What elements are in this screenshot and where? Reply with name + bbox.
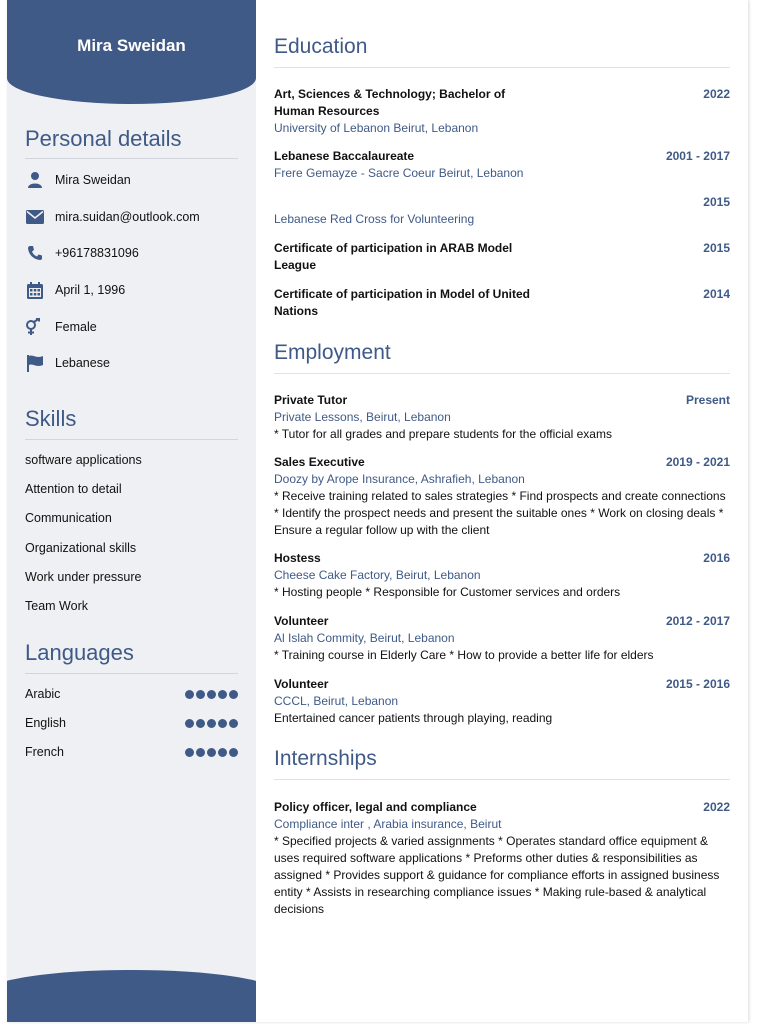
entry-description: * Receive training related to sales strategies * Find prospects and create connections * Identify the prospect needs and present the suitable ones * Work on closing deals * Ensure a regular follow up with the client: [274, 489, 726, 537]
personal-gender-row: [25, 317, 97, 337]
entry-date: 2022: [703, 800, 730, 814]
skill-item: Organizational skills: [25, 541, 137, 555]
candidate-name: Mira Sweidan: [77, 36, 186, 55]
employment-entry: [274, 550, 730, 601]
entry-date: 2022: [703, 87, 730, 101]
entry-date: 2019 - 2021: [665, 455, 730, 469]
entry-institution: University of Lebanon Beirut, Lebanon: [274, 121, 479, 135]
personal-details-heading: Personal details: [25, 126, 182, 151]
personal-phone: +96178831096: [55, 246, 139, 260]
education-entry: [274, 148, 730, 182]
entry-date: 2015 - 2016: [665, 677, 730, 691]
language-level: [185, 719, 238, 728]
divider: [274, 373, 730, 374]
sidebar-footer: [7, 970, 256, 1022]
entry-employer: CCCL, Beirut, Lebanon: [274, 694, 399, 708]
level-dot: [229, 719, 238, 728]
entry-description: * Training course in Elderly Care * How to provide a better life for elders: [274, 648, 654, 662]
skill-item: Work under pressure: [25, 570, 142, 584]
phone-icon: [25, 243, 45, 263]
gender-icon: [25, 317, 45, 337]
skill-item: Communication: [25, 511, 112, 525]
internship-entry: [274, 799, 730, 918]
education-entry: [274, 86, 730, 137]
personal-gender: Female: [55, 320, 97, 334]
entry-description: * Hosting people * Responsible for Customer services and orders: [274, 585, 621, 599]
entry-title: Art, Sciences & Technology; Bachelor of Human Resources: [274, 87, 506, 118]
employment-heading: Employment: [274, 341, 391, 364]
languages-heading: Languages: [25, 640, 134, 665]
language-row: [25, 745, 238, 759]
employment-entry: [274, 454, 730, 539]
entry-date: 2015: [703, 195, 730, 209]
language-name: French: [25, 745, 64, 759]
sidebar: [7, 0, 256, 1022]
education-entry: [274, 286, 730, 320]
divider: [25, 673, 238, 674]
resume-page: [7, 0, 748, 1022]
flag-icon: [25, 353, 45, 373]
entry-description: * Tutor for all grades and prepare students for the official exams: [274, 427, 612, 441]
education-heading: Education: [274, 35, 368, 58]
calendar-icon: [25, 280, 45, 300]
level-dot: [185, 719, 194, 728]
entry-title: [274, 194, 544, 211]
entry-institution: Lebanese Red Cross for Volunteering: [274, 212, 475, 226]
entry-employer: Compliance inter , Arabia insurance, Beirut: [274, 817, 502, 831]
entry-description: * Specified projects & varied assignments * Operates standard office equipment & uses required software applications * Preforms other duties & responsibilities as assigned * Provides support & guidance for compliance efforts in assigned business entity * Assists in researching compliance issues * Making rule-based & analytical decisions: [274, 834, 720, 916]
entry-date: 2001 - 2017: [665, 149, 730, 163]
level-dot: [196, 690, 205, 699]
language-level: [185, 690, 238, 699]
personal-nationality-row: [25, 353, 110, 373]
personal-name: Mira Sweidan: [55, 173, 131, 187]
divider: [274, 67, 730, 68]
divider: [25, 439, 238, 440]
education-entry: [274, 194, 730, 228]
entry-title: Hostess: [274, 551, 321, 565]
entry-date: 2015: [703, 241, 730, 255]
entry-title: Private Tutor: [274, 393, 348, 407]
entry-title: Certificate of participation in ARAB Model League: [274, 241, 513, 272]
level-dot: [218, 719, 227, 728]
language-row: [25, 716, 238, 730]
personal-birthdate-row: [25, 280, 125, 300]
level-dot: [207, 748, 216, 757]
entry-employer: Cheese Cake Factory, Beirut, Lebanon: [274, 568, 481, 582]
envelope-icon: [25, 207, 45, 227]
skills-heading: Skills: [25, 406, 77, 431]
language-level: [185, 748, 238, 757]
entry-title: Policy officer, legal and compliance: [274, 800, 477, 814]
divider: [25, 158, 238, 159]
skill-item: Attention to detail: [25, 482, 122, 496]
entry-title: Lebanese Baccalaureate: [274, 149, 415, 163]
language-row: [25, 687, 238, 701]
entry-title: Volunteer: [274, 677, 329, 691]
level-dot: [207, 719, 216, 728]
education-entry: [274, 240, 730, 274]
personal-phone-row: [25, 243, 139, 263]
level-dot: [229, 690, 238, 699]
entry-date: Present: [685, 393, 730, 407]
entry-date: 2012 - 2017: [665, 614, 730, 628]
level-dot: [218, 748, 227, 757]
employment-entry: [274, 676, 730, 727]
entry-description: Entertained cancer patients through playing, reading: [274, 711, 553, 725]
language-name: English: [25, 716, 66, 730]
level-dot: [229, 748, 238, 757]
entry-institution: Frere Gemayze - Sacre Coeur Beirut, Lebanon: [274, 166, 524, 180]
entry-date: 2016: [703, 551, 730, 565]
divider: [274, 779, 730, 780]
level-dot: [196, 719, 205, 728]
personal-birthdate: April 1, 1996: [55, 283, 126, 297]
entry-title: Volunteer: [274, 614, 329, 628]
personal-nationality: Lebanese: [55, 356, 110, 370]
entry-date: 2014: [703, 287, 730, 301]
personal-email[interactable]: mira.suidan@outlook.com: [55, 210, 200, 224]
entry-employer: Private Lessons, Beirut, Lebanon: [274, 410, 451, 424]
skill-item: Team Work: [25, 599, 88, 613]
level-dot: [185, 748, 194, 757]
employment-entry: [274, 613, 730, 664]
entry-employer: Al Islah Commity, Beirut, Lebanon: [274, 631, 455, 645]
level-dot: [218, 690, 227, 699]
language-name: Arabic: [25, 687, 61, 701]
skill-item: software applications: [25, 453, 142, 467]
entry-title: Certificate of participation in Model of United Nations: [274, 287, 531, 318]
level-dot: [196, 748, 205, 757]
personal-name-row: [25, 170, 131, 190]
employment-entry: [274, 392, 730, 443]
entry-title: Sales Executive: [274, 455, 365, 469]
person-icon: [25, 170, 45, 190]
level-dot: [207, 690, 216, 699]
personal-email-row: [25, 207, 200, 227]
internships-heading: Internships: [274, 747, 377, 770]
level-dot: [185, 690, 194, 699]
entry-employer: Doozy by Arope Insurance, Ashrafieh, Lebanon: [274, 472, 525, 486]
